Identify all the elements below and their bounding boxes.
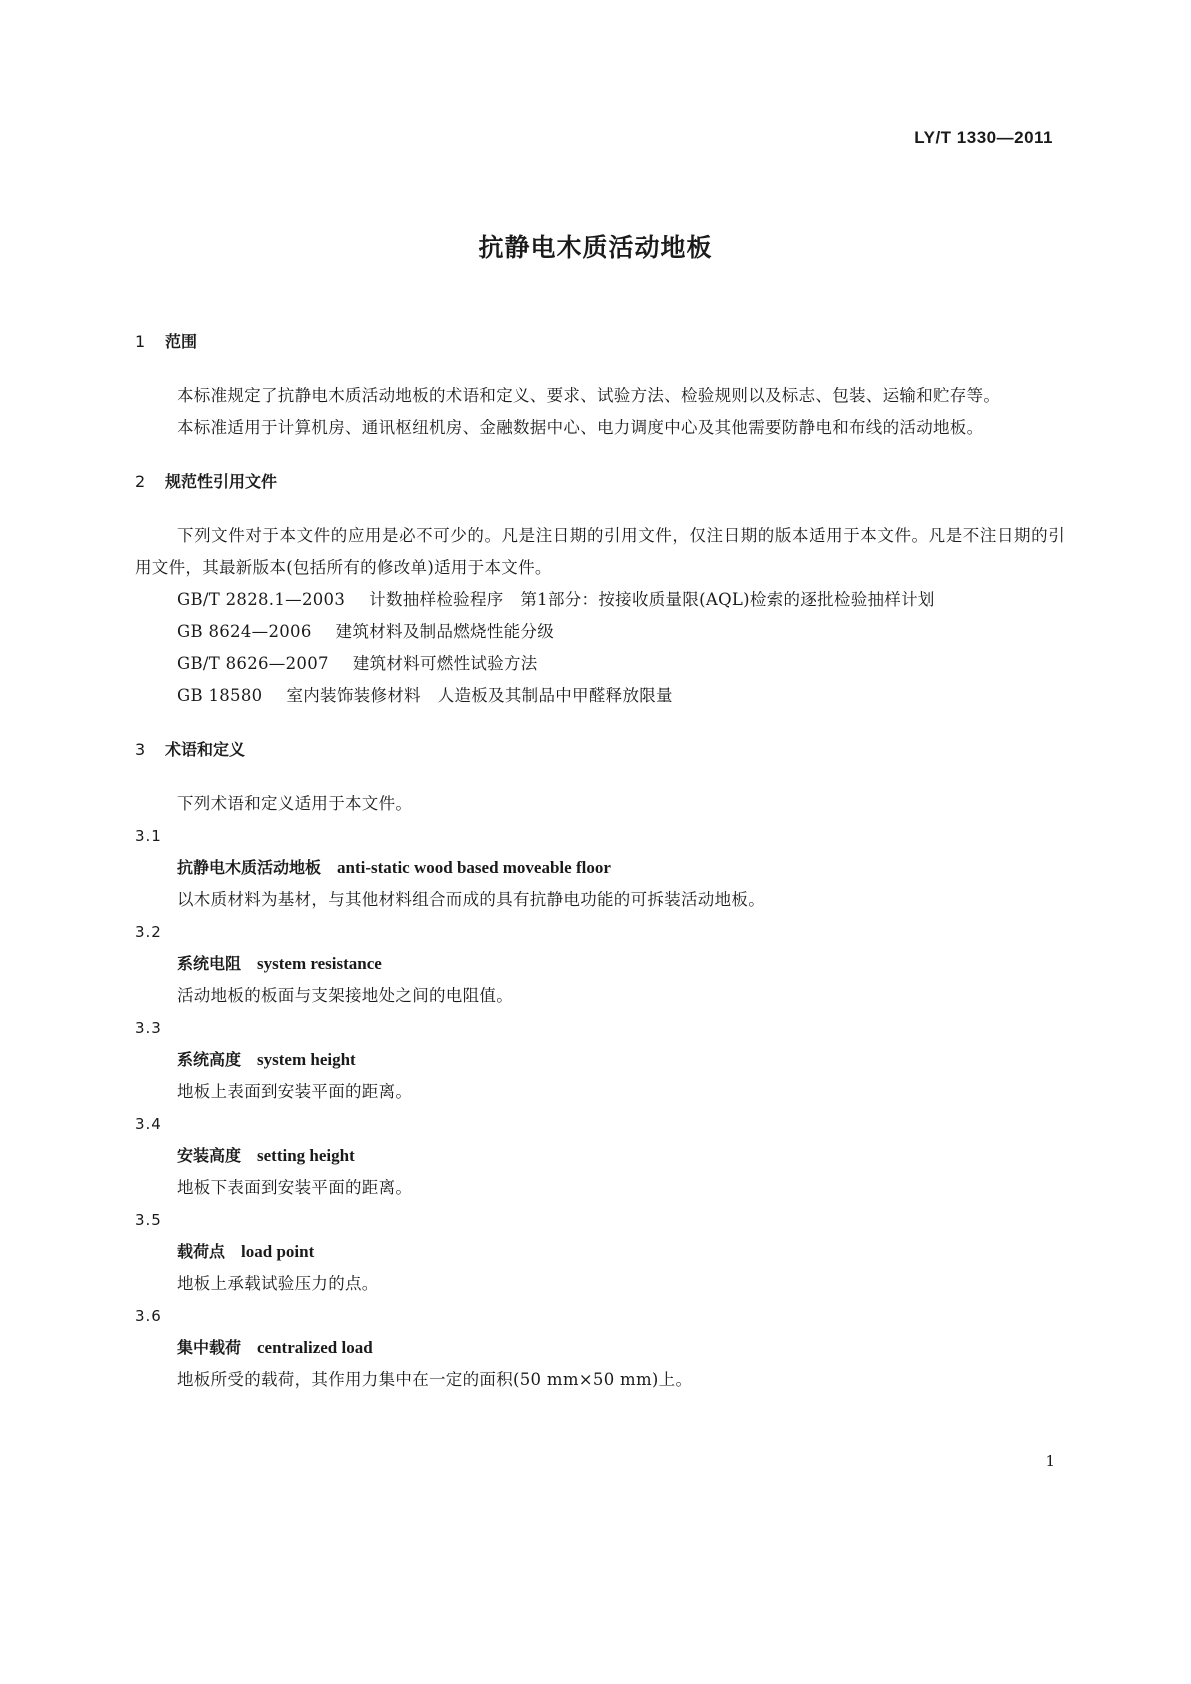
- term-heading: [135, 1140, 1065, 1172]
- paragraph: 下列文件对于本文件的应用是必不可少的。凡是注日期的引用文件，仅注日期的版本适用于本文件。凡是不注日期的引用文件，其最新版本(包括所有的修改单)适用于本文件。: [135, 526, 1065, 577]
- term-zh: 系统高度: [177, 1050, 242, 1069]
- section-title: 范围: [165, 332, 198, 351]
- term-entry: [135, 1204, 1065, 1300]
- reference-code: GB 8624—2006: [177, 622, 312, 641]
- term-en: setting height: [257, 1146, 355, 1165]
- section-heading: [135, 738, 1065, 762]
- term-entry: [135, 820, 1065, 916]
- term-entry: [135, 1108, 1065, 1204]
- reference-code: GB/T 2828.1—2003: [177, 590, 346, 609]
- section-title: 规范性引用文件: [165, 472, 278, 491]
- term-number: 3.5: [135, 1211, 162, 1229]
- term-number: 3.2: [135, 923, 162, 941]
- term-number: 3.6: [135, 1307, 162, 1325]
- reference-title: 建筑材料及制品燃烧性能分级: [335, 622, 555, 641]
- paragraph: 本标准规定了抗静电木质活动地板的术语和定义、要求、试验方法、检验规则以及标志、包装、运输和贮存等。: [177, 386, 1001, 405]
- reference-item: [135, 616, 1065, 648]
- section-heading: [135, 470, 1065, 494]
- reference-title: 计数抽样检验程序 第1部分：按接收质量限(AQL)检索的逐批检验抽样计划: [369, 590, 935, 609]
- term-definition: 地板上表面到安装平面的距离。: [177, 1082, 413, 1101]
- term-en: system resistance: [257, 954, 382, 973]
- term-zh: 载荷点: [177, 1242, 226, 1261]
- reference-title: 室内装饰装修材料 人造板及其制品中甲醛释放限量: [286, 686, 673, 705]
- section-terms-definitions: [135, 738, 1065, 1396]
- document-body: [135, 330, 1065, 1396]
- document-title: 抗静电木质活动地板: [478, 233, 713, 262]
- reference-code: GB 18580: [177, 686, 263, 705]
- term-zh: 安装高度: [177, 1146, 242, 1165]
- reference-item: [135, 648, 1065, 680]
- page-number: 1: [1045, 1452, 1055, 1470]
- term-number: 3.4: [135, 1115, 162, 1133]
- term-entry: [135, 916, 1065, 1012]
- term-definition: 地板上承载试验压力的点。: [177, 1274, 379, 1293]
- term-en: load point: [241, 1242, 315, 1261]
- section-normative-references: [135, 470, 1065, 712]
- term-heading: [135, 948, 1065, 980]
- term-en: anti-static wood based moveable floor: [337, 858, 611, 877]
- term-zh: 系统电阻: [177, 954, 242, 973]
- section-scope: [135, 330, 1065, 444]
- term-definition: 以木质材料为基材，与其他材料组合而成的具有抗静电功能的可拆装活动地板。: [177, 890, 765, 909]
- term-heading: [135, 1236, 1065, 1268]
- term-definition: 地板所受的载荷，其作用力集中在一定的面积(50 mm×50 mm)上。: [177, 1370, 693, 1389]
- standard-code: LY/T 1330—2011: [914, 128, 1053, 147]
- term-en: system height: [257, 1050, 356, 1069]
- term-number: 3.3: [135, 1019, 162, 1037]
- term-zh: 抗静电木质活动地板: [177, 858, 322, 877]
- section-number: 2: [135, 472, 146, 491]
- section-title: 术语和定义: [165, 740, 246, 759]
- term-zh: 集中载荷: [177, 1338, 242, 1357]
- section-heading: [135, 330, 1065, 354]
- reference-item: [135, 584, 1065, 616]
- term-number: 3.1: [135, 827, 162, 845]
- term-heading: [135, 1332, 1065, 1364]
- term-entry: [135, 1300, 1065, 1396]
- section-number: 1: [135, 332, 146, 351]
- paragraph: 下列术语和定义适用于本文件。: [177, 794, 413, 813]
- term-definition: 地板下表面到安装平面的距离。: [177, 1178, 413, 1197]
- reference-code: GB/T 8626—2007: [177, 654, 329, 673]
- term-heading: [135, 852, 1065, 884]
- term-en: centralized load: [257, 1338, 373, 1357]
- term-heading: [135, 1044, 1065, 1076]
- term-entry: [135, 1012, 1065, 1108]
- reference-title: 建筑材料可燃性试验方法: [352, 654, 538, 673]
- reference-item: [135, 680, 1065, 712]
- term-definition: 活动地板的板面与支架接地处之间的电阻值。: [177, 986, 513, 1005]
- section-number: 3: [135, 740, 146, 759]
- paragraph: 本标准适用于计算机房、通讯枢纽机房、金融数据中心、电力调度中心及其他需要防静电和布线的活动地板。: [177, 418, 984, 437]
